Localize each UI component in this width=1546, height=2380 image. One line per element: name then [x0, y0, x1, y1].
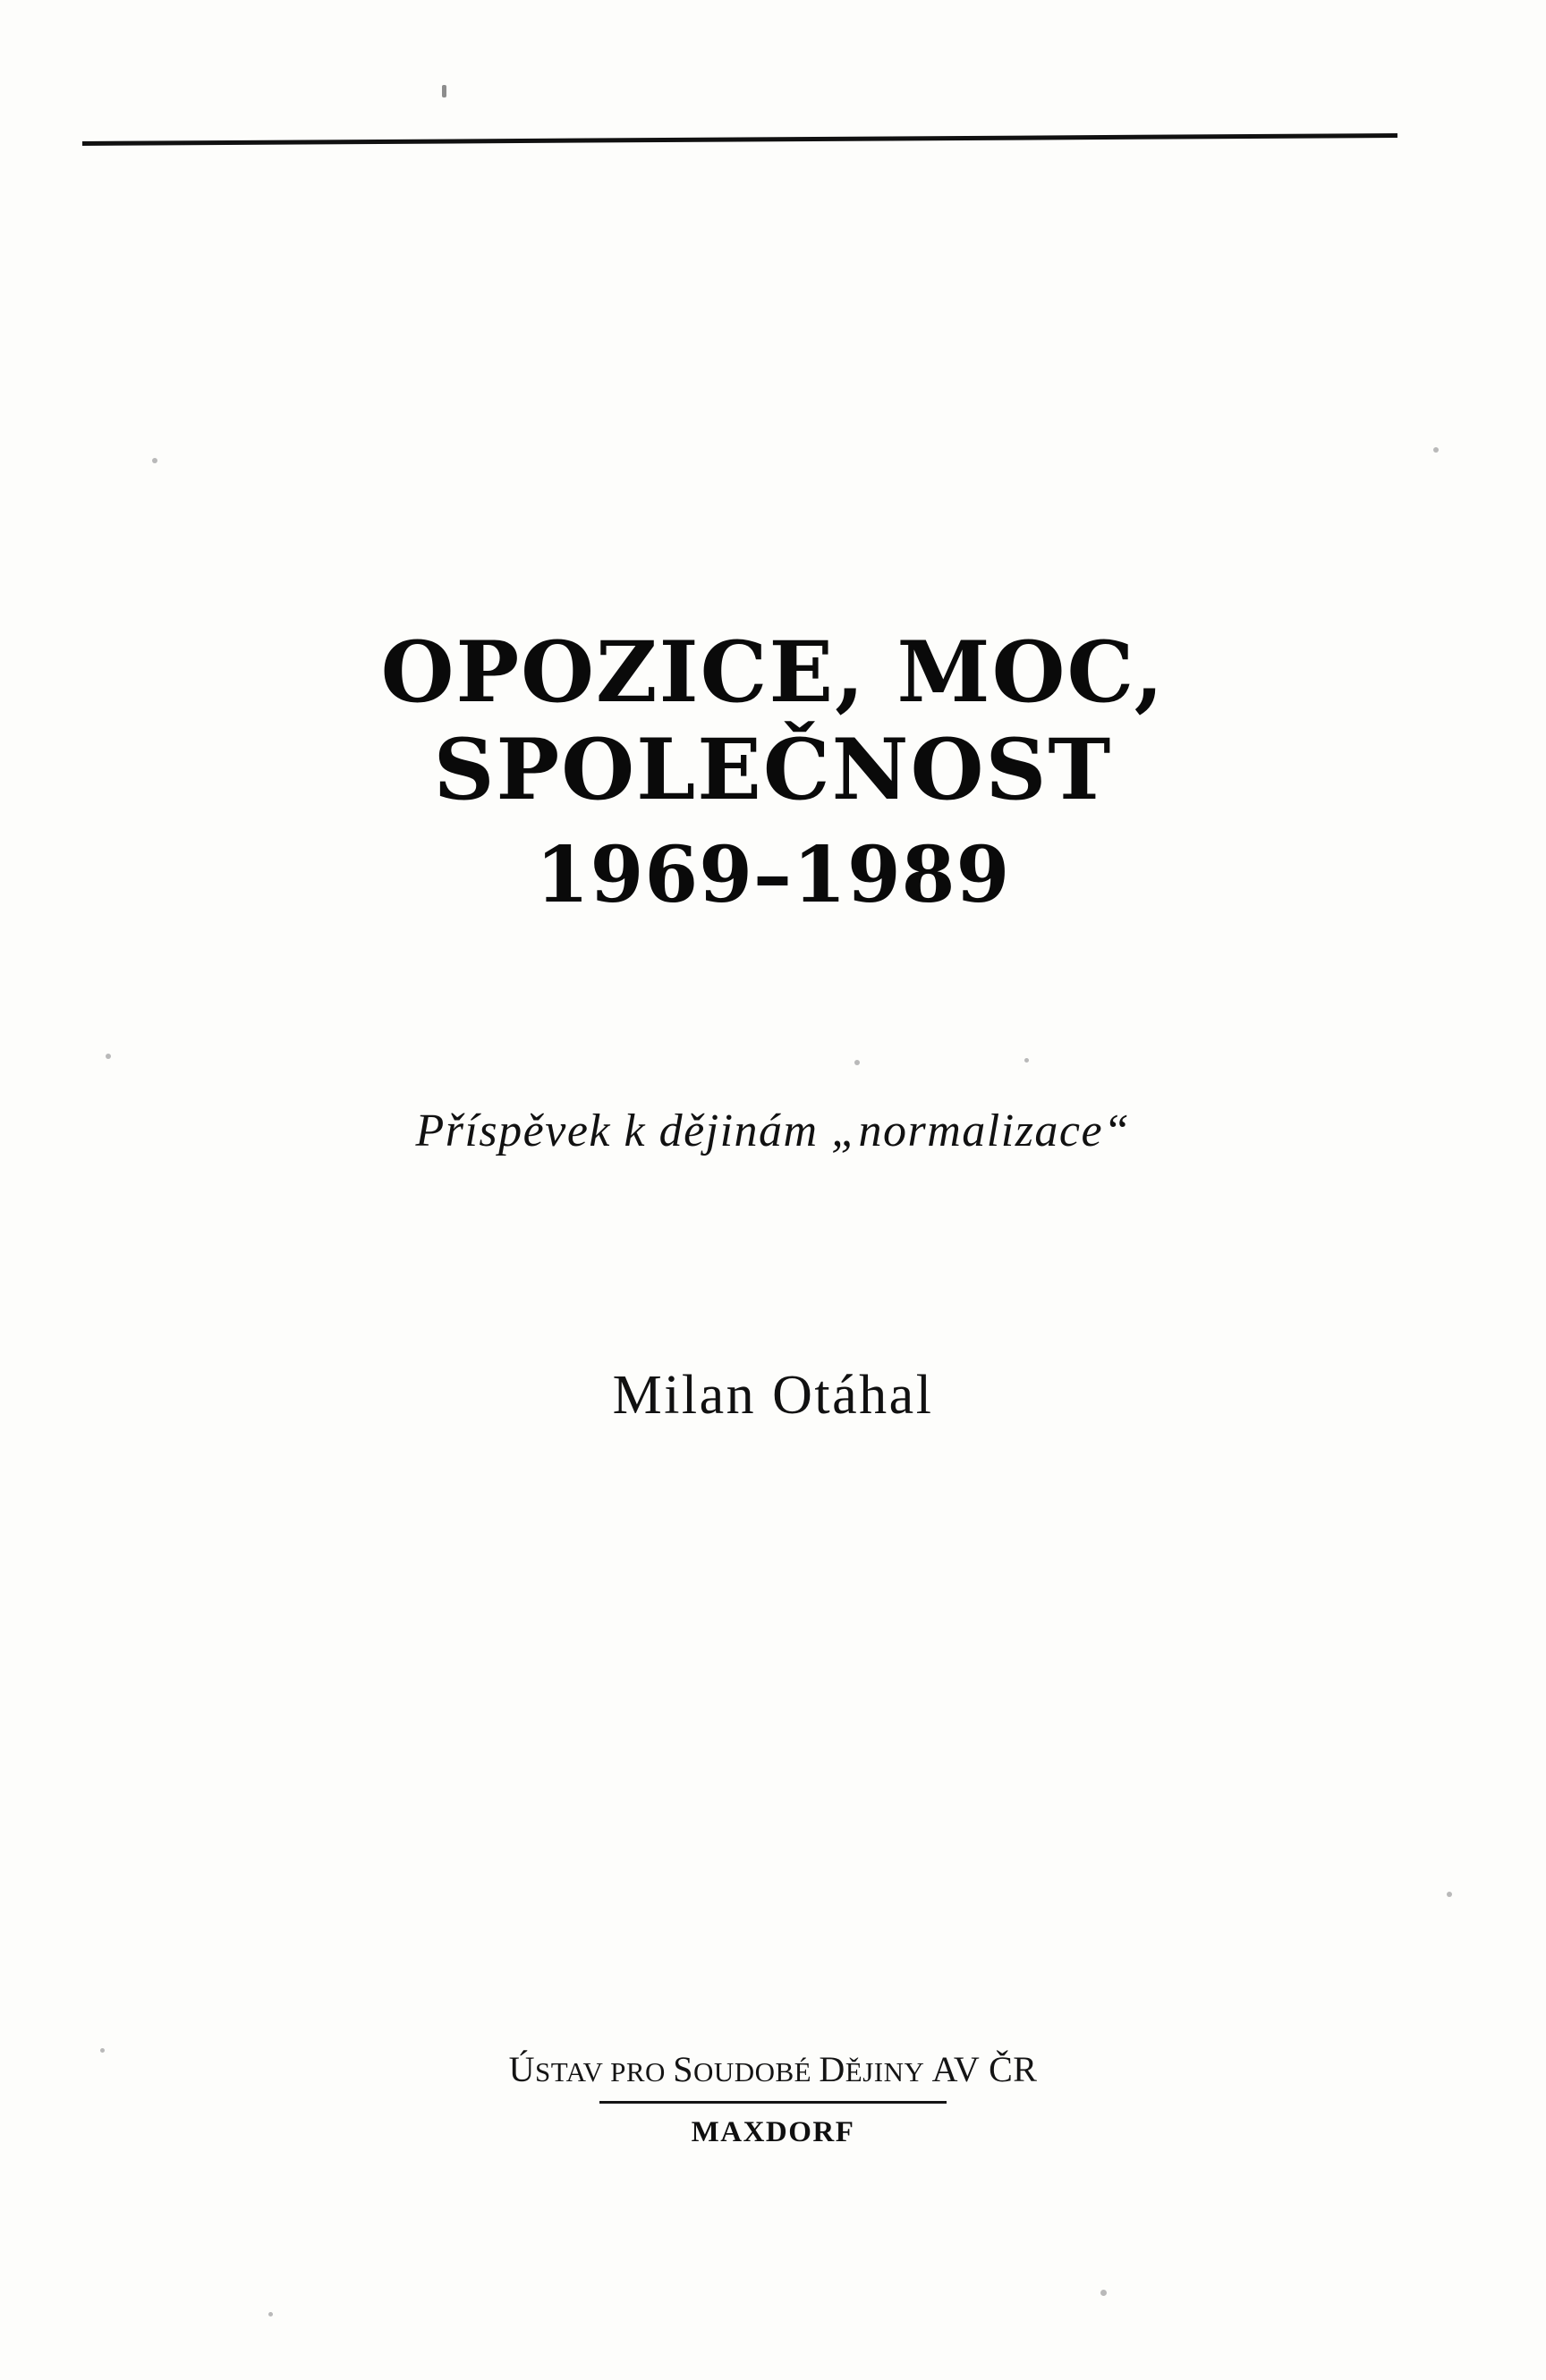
imprint-publisher-maxdorf: MAXDORF	[691, 2116, 855, 2148]
publisher-name	[0, 2048, 1546, 2090]
scan-speck	[442, 85, 446, 97]
scan-speck	[1100, 2290, 1107, 2296]
imprint-block	[0, 2048, 1546, 2149]
scan-speck	[854, 1060, 860, 1065]
title-line-2: SPOLEČNOST	[433, 721, 1113, 820]
imprint-divider	[599, 2101, 947, 2104]
scan-speck	[106, 1054, 111, 1059]
publisher-part-ejiny: ĚJINY	[845, 2056, 925, 2088]
publisher-part-stav: STAV	[534, 2056, 603, 2088]
book-author: Milan Otáhal	[612, 1365, 934, 1426]
publisher-part-s: S	[673, 2049, 693, 2089]
publisher-part-av-cr: AV ČR	[924, 2049, 1038, 2089]
scan-speck	[1024, 1058, 1029, 1063]
publisher-part-pro: PRO	[602, 2056, 674, 2088]
publisher-part-oudobe: OUDOBÉ	[692, 2056, 812, 2088]
publisher-part-d: D	[819, 2049, 845, 2089]
book-title	[0, 623, 1546, 920]
title-line-1: OPOZICE, MOC,	[380, 623, 1166, 722]
scan-speck	[152, 458, 157, 463]
publisher-part-u: Ú	[508, 2049, 535, 2089]
title-years: 1969–1989	[535, 829, 1011, 920]
book-subtitle: Příspěvek k dějinám „normalizace“	[415, 1105, 1131, 1156]
scan-speck	[1433, 447, 1439, 453]
scan-speck	[268, 2312, 273, 2316]
scan-speck	[1447, 1892, 1452, 1897]
